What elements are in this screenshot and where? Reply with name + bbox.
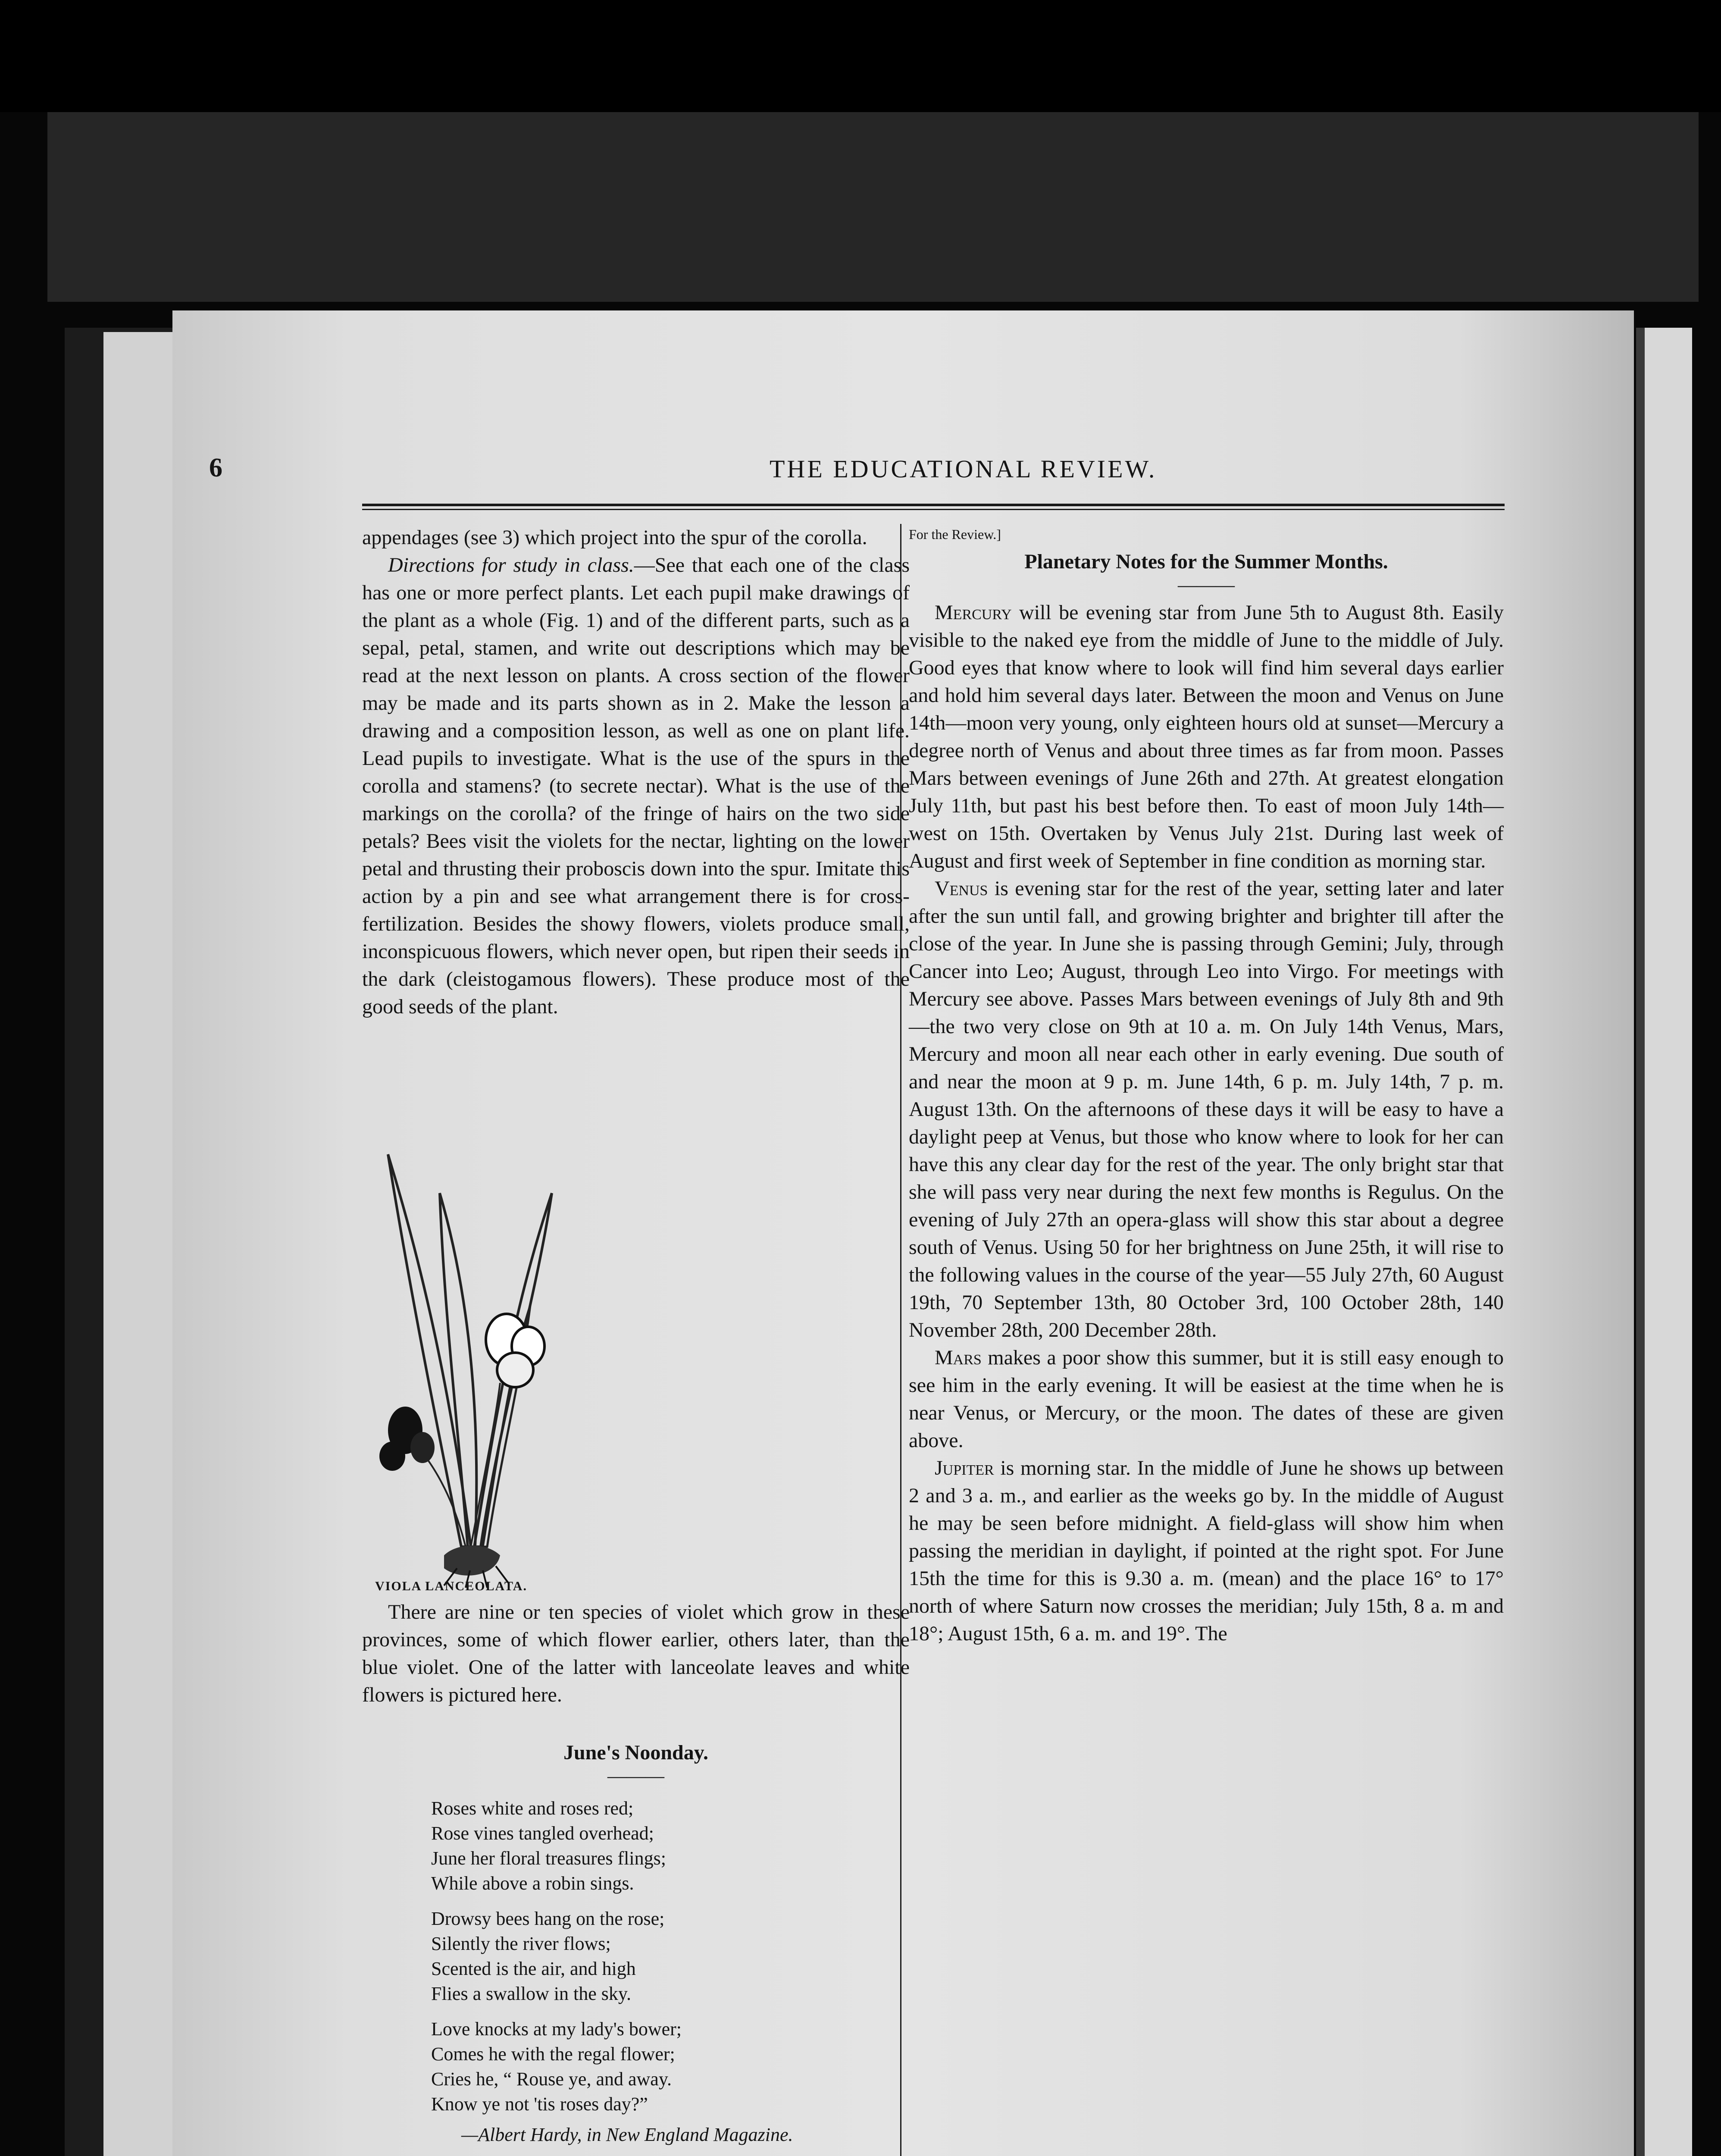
planet-name-mars: Mars [935, 1346, 982, 1369]
poem-line: Flies a swallow in the sky. [431, 1983, 631, 2004]
viola-illustration [358, 1029, 573, 1598]
poem-line: Rose vines tangled overhead; [431, 1823, 654, 1844]
venus-text: is evening star for the rest of the year, setting later and later after the sun until fall, and growing brighter and brighter till after the close of the year. In June she is passing through Gemini; July, through Cancer into Leo; August, through Leo into Virgo. For meetings with Mercury see above. Passes Mars between evenings of July 8th and 9th—the two very close on 9th at 10 a. m. On July 14th Venus, Mars, Mercury and moon all near each other in early evening. Due south of and near the moon at 9 p. m. June 14th, 6 p. m. July 14th, 7 p. m. August 13th. On the afternoons of these days it will be easy to have a daylight peep at Venus, but those who know where to look for her can have this any clear day for the rest of the year. The only bright star that she will pass very near during the next few months is Regulus. On the evening of July 27th an opera-glass will show this star about a degree south of Venus. Using 50 for her brightness on June 25th, it will rise to the following values in the course of the year—55 July 27th, 60 August 19th, 70 September 13th, 80 October 3rd, 100 October 28th, 140 November 28th, 200 December 28th. [909, 877, 1504, 1341]
paragraph-mercury [909, 599, 1504, 875]
paragraph-jupiter [909, 1454, 1504, 1648]
scan-film-band [47, 112, 1699, 302]
mars-text: makes a poor show this summer, but it is still easy enough to see him in the early evening. It will be easiest at the time when he is near Venus, or Mercury, or the moon. The dates of these are given above. [909, 1346, 1504, 1452]
poem-line: Scented is the air, and high [431, 1958, 636, 1979]
header-rule-bottom [362, 509, 1505, 510]
paragraph-species: There are nine or ten species of violet which grow in these provinces, some of which flower earlier, others later, than the blue violet. One of the latter with lanceolate leaves and white flowers is pictured here. [362, 1601, 910, 1706]
poem-title-rule: ——— [607, 1765, 664, 1786]
planet-name-jupiter: Jupiter [935, 1457, 994, 1479]
figure-caption: VIOLA LANCEOLATA. [375, 1579, 527, 1593]
planet-name-mercury: Mercury [935, 601, 1012, 624]
poem-line: Love knocks at my lady's bower; [431, 2018, 682, 2040]
journal-title: THE EDUCATIONAL REVIEW. [770, 455, 1157, 483]
poem-title: June's Noonday. [563, 1741, 709, 1764]
scan-background-top [0, 0, 1721, 112]
planet-name-venus: Venus [935, 877, 988, 900]
directions-lead: Directions for study in class. [388, 554, 634, 577]
mercury-text: will be evening star from June 5th to August 8th. Easily visible to the naked eye from the middle of June to the middle of July. Good eyes that know where to look will find him several days earlier and hold him several days later. Between the moon and Venus on June 14th—moon very young, only eighteen hours old at sunset—Mercury a degree north of Venus and about three times as far from moon. Passes Mars between evenings of June 26th and 27th. At greatest elongation July 11th, but past his best before then. To east of moon July 14th—west on 15th. Overtaken by Venus July 21st. During last week of August and first week of September in fine condition as morning star. [909, 601, 1504, 872]
paragraph-venus [909, 875, 1504, 1344]
jupiter-text: is morning star. In the middle of June he shows up between 2 and 3 a. m., and earlier as the weeks go by. In the middle of August he may be seen before midnight. A field-glass will show him when passing the meridian in daylight, if pointed at the right spot. For June 15th the time for this is 9.30 a. m. (mean) and the place 16° to 17° north of where Saturn now crosses the meridian; July 15th, 8 a. m and 18°; August 15th, 6 a. m. and 19°. The [909, 1457, 1504, 1645]
poem-line: Cries he, “ Rouse ye, and away. [431, 2068, 672, 2090]
article-title-rule: ——— [1178, 574, 1235, 595]
facing-page-edge [1645, 328, 1692, 2156]
for-review-note: For the Review.] [909, 526, 1001, 542]
violet-plant-drawing [358, 1029, 573, 1590]
article-title: Planetary Notes for the Summer Months. [1024, 550, 1388, 573]
poem-line: June her floral treasures flings; [431, 1848, 666, 1869]
paragraph-mars [909, 1344, 1504, 1454]
poem-line: Comes he with the regal flower; [431, 2043, 675, 2065]
poem-line: Roses white and roses red; [431, 1798, 634, 1819]
page-number: 6 [209, 453, 222, 483]
poem-line: While above a robin sings. [431, 1873, 634, 1894]
paragraph-directions [362, 552, 910, 1021]
poem-stanza-1 [431, 1796, 910, 1896]
poem-line: Silently the river flows; [431, 1933, 611, 1954]
poem-credit: —Albert Hardy, in New England Magazine. [461, 2124, 793, 2145]
header-rule-top [362, 504, 1505, 506]
page-header [209, 453, 1502, 487]
left-column [362, 524, 910, 2149]
directions-text: —See that each one of the class has one or more perfect plants. Let each pupil make drawings of the plant as a whole (Fig. 1) and of the different parts, such as a sepal, petal, stamen, and write out descriptions which may be read at the next lesson on plants. A cross section of the flower may be made and its parts shown as in 2. Make the lesson a drawing and a composition lesson, as well as one on plant life. Lead pupils to investigate. What is the use of the spurs in the corolla and stamens? (to secrete nectar). What is the use of the markings on the corolla? of the fringe of hairs on the two side petals? Bees visit the violets for the nectar, lighting on the lower petal and thrusting their proboscis down into the spur. Imitate this action by a pin and see what arrangement there is for cross-fertilization. Besides the showy flowers, violets produce small, inconspicuous flowers, which never open, but ripen their seeds in the dark (cleistogamous flowers). These produce most of the good seeds of the plant. [362, 554, 910, 1018]
poem-stanza-3 [431, 2017, 910, 2117]
poem-stanza-2 [431, 1906, 910, 2006]
right-column [909, 524, 1504, 1648]
poem-line: Know ye not 'tis roses day?” [431, 2093, 648, 2115]
paragraph-appendages: appendages (see 3) which project into the spur of the corolla. [362, 526, 867, 549]
poem-line: Drowsy bees hang on the rose; [431, 1908, 665, 1929]
